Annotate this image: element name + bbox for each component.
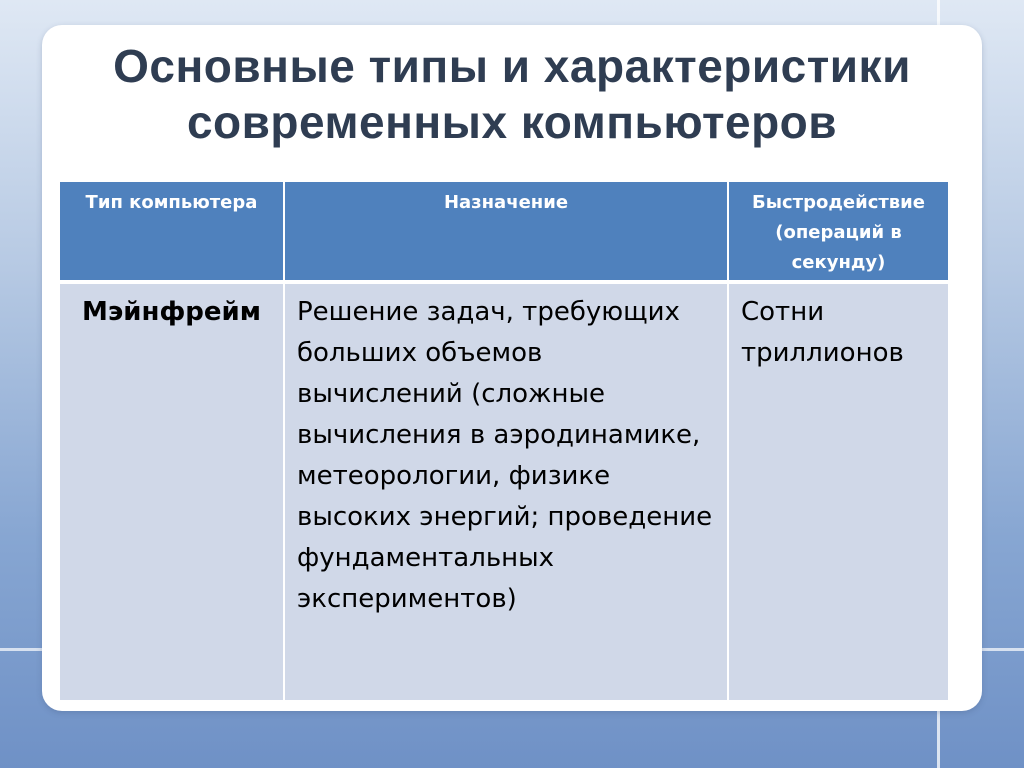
cell-speed: Сотни триллионов [728, 282, 948, 700]
slide-title: Основные типы и характеристики современных компьютеров [113, 40, 911, 148]
table-header-row [60, 182, 948, 282]
header-computer-type: Тип компьютера [60, 182, 284, 282]
computer-types-table [60, 182, 948, 700]
cell-purpose: Решение задач, требующих больших объемов вычислений (сложные вычисления в аэродинамике, метеорологии, физике высоких энергий; проведение фундаментальных экспериментов) [284, 282, 728, 700]
header-purpose: Назначение [284, 182, 728, 282]
header-speed: Быстродействие (операций в секунду) [728, 182, 948, 282]
table-row [60, 282, 948, 700]
cell-computer-type: Мэйнфрейм [60, 282, 284, 700]
